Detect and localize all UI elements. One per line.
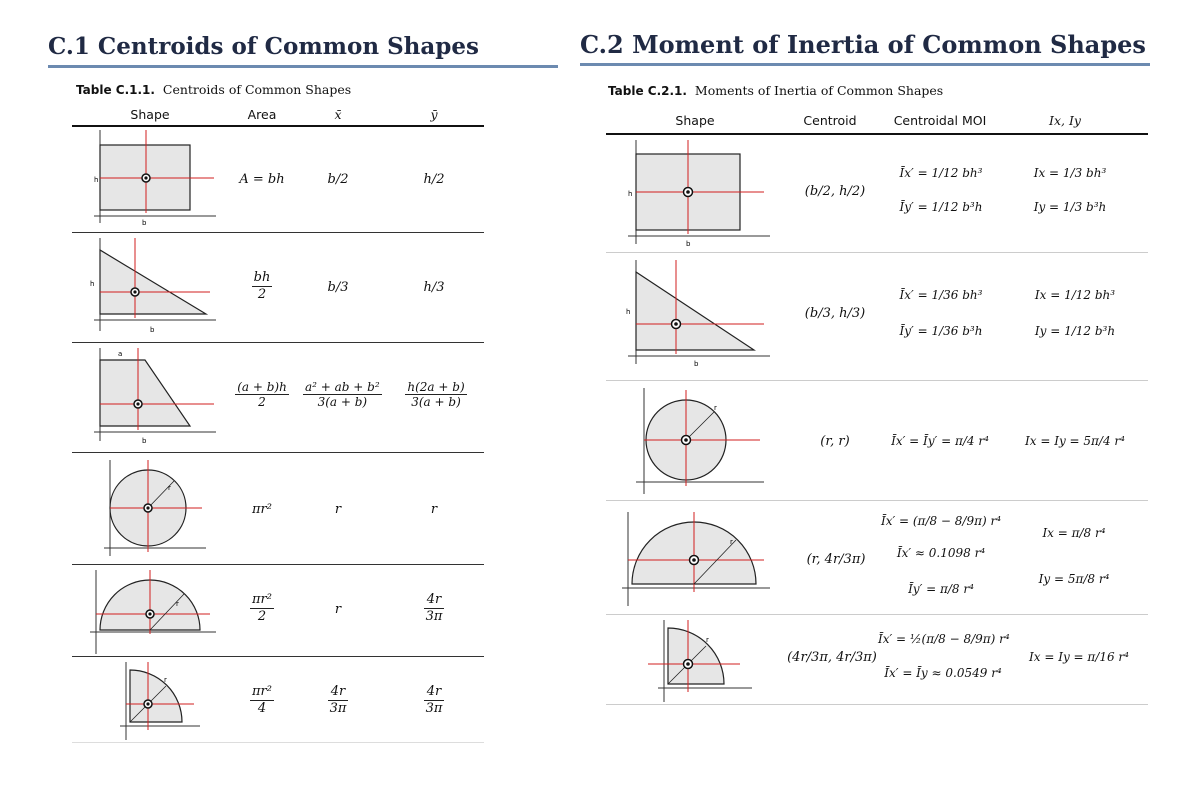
right-r5-ixy-1: Ix = Iy = π/16 r⁴ [1029,650,1129,664]
left-r3-y [396,380,476,410]
left-row-rule-3 [72,452,484,453]
right-r5-moi-1: Īx′ = ½(π/8 − 8/9π) r⁴ [878,632,1010,646]
right-table-caption [608,83,943,98]
svg-text:r: r [714,404,717,412]
left-row-rule-5 [72,656,484,657]
left-header-area: Area [247,107,277,122]
svg-text:r: r [176,600,179,608]
right-row-rule-2 [606,380,1148,381]
right-header-ixy: Ix, Iy [1049,113,1081,128]
svg-text:b: b [694,360,699,368]
right-r3-moi-1: Īx′ = Īy′ = π/4 r⁴ [891,434,989,448]
right-r1-moi-1: Īx′ = 1/12 bh³ [899,166,983,180]
left-r4-x: r [334,502,342,517]
left-table-caption [76,82,351,97]
left-r5-area-den: 2 [257,608,267,624]
svg-text:r: r [706,636,709,644]
left-r5-area-num: πr² [252,592,272,607]
left-shape-trapezoid [80,346,220,446]
left-shape-circle [80,458,220,558]
left-bottom-rule [72,742,484,743]
left-r4-y: r [430,502,438,517]
svg-text:h: h [626,308,631,316]
right-r2-ixy-1: Ix = 1/12 bh³ [1034,288,1116,302]
left-r2-area-den: 2 [257,286,267,302]
svg-text:h: h [628,190,633,198]
svg-text:b: b [686,240,691,248]
left-shape-quarter-circle [80,660,220,742]
left-r2-area-num: bh [253,270,271,285]
right-r5-centroid: (4r/3π, 4r/3π) [787,650,877,665]
left-r1-x: b/2 [327,172,349,187]
right-r4-ixy-2: Iy = 5π/8 r⁴ [1038,572,1110,586]
left-r3-y-den: 3(a + b) [411,395,461,410]
left-r6-y-den: 3π [425,700,443,716]
right-r3-centroid: (r, r) [820,434,850,449]
svg-text:r: r [164,676,167,684]
left-r5-x: r [334,602,342,617]
right-r1-ixy-1: Ix = 1/3 bh³ [1033,166,1107,180]
svg-text:r: r [168,484,171,492]
right-r2-ixy-2: Iy = 1/12 b³h [1034,324,1116,338]
left-r6-area-den: 4 [257,700,267,716]
left-r3-area-den: 2 [258,395,266,410]
right-shape-semicircle [614,508,774,608]
right-row-rule-3 [606,500,1148,501]
right-r4-moi-3: Īy′ = π/8 r⁴ [908,582,974,596]
right-r5-moi-2: Īx′ = Īy ≈ 0.0549 r⁴ [884,666,1002,680]
left-table-caption-label: Table C.1.1. [76,83,155,97]
left-r5-y-num: 4r [424,592,445,609]
right-title-rule [580,63,1150,66]
right-header-moi: Centroidal MOI [893,113,987,128]
left-r5-y [404,592,464,624]
left-r6-x-num: 4r [328,684,349,701]
svg-text:b: b [142,437,147,445]
left-r3-x [303,380,379,410]
right-r2-moi-2: Īy′ = 1/36 b³h [899,324,983,338]
left-row-rule-1 [72,232,484,233]
right-shape-quarter-circle [614,618,774,704]
left-shape-semicircle [80,568,220,656]
right-row-rule-1 [606,252,1148,253]
right-r1-moi-2: Īy′ = 1/12 b³h [899,200,983,214]
right-header-rule [606,133,1148,135]
right-r3-ixy-1: Ix = Iy = 5π/4 r⁴ [1025,434,1125,448]
left-header-xbar: x̄ [334,107,342,122]
left-header-ybar: ȳ [430,107,438,122]
left-r2-y: h/3 [423,280,445,295]
svg-text:h: h [94,176,99,184]
right-r4-centroid: (r, 4r/3π) [806,552,866,567]
left-r1-area: A = bh [239,172,285,187]
right-section-title: C.2 Moment of Inertia of Common Shapes [580,30,1146,59]
left-shape-right-triangle [80,236,220,336]
left-section-title: C.1 Centroids of Common Shapes [48,33,479,60]
svg-text:h: h [90,280,95,288]
left-row-rule-2 [72,342,484,343]
right-r4-moi-2: Īx′ ≈ 0.1098 r⁴ [896,546,986,560]
left-r3-area [222,380,302,410]
left-table-caption-text: Centroids of Common Shapes [162,82,352,97]
left-title-rule [48,65,558,68]
left-r3-area-num: (a + b)h [237,380,287,394]
left-r6-area-num: πr² [252,684,272,699]
left-r6-x-den: 3π [329,700,347,716]
right-table-caption-label: Table C.2.1. [608,84,687,98]
left-row-rule-4 [72,564,484,565]
left-r3-y-num: h(2a + b) [407,380,465,394]
right-r1-ixy-2: Iy = 1/3 b³h [1033,200,1107,214]
svg-text:b: b [150,326,155,334]
right-r4-moi-1: Īx′ = (π/8 − 8/9π) r⁴ [880,514,1002,528]
left-r6-y-num: 4r [424,684,445,701]
left-r3-x-den: 3(a + b) [317,395,368,410]
right-header-centroid: Centroid [803,113,857,128]
right-table-caption-text: Moments of Inertia of Common Shapes [694,83,944,98]
svg-text:a: a [118,350,123,358]
left-r6-x [308,684,368,716]
right-r4-ixy-1: Ix = π/8 r⁴ [1042,526,1106,540]
right-shape-right-triangle [614,258,774,368]
svg-text:r: r [730,538,733,546]
right-r2-centroid: (b/3, h/3) [804,306,866,321]
left-header-rule [72,125,484,127]
right-r1-centroid: (b/2, h/2) [804,184,866,199]
right-header-shape: Shape [675,113,715,128]
right-r2-moi-1: Īx′ = 1/36 bh³ [899,288,983,302]
left-r5-y-den: 3π [425,608,443,624]
left-shape-rectangle [80,128,220,228]
right-row-rule-4 [606,614,1148,615]
right-shape-rectangle [614,138,774,248]
left-r6-area [222,684,302,716]
left-r5-area [222,592,302,624]
left-r4-area: πr² [252,502,272,517]
right-bottom-rule [606,704,1148,705]
right-shape-circle [614,386,774,496]
left-r1-y: h/2 [423,172,445,187]
left-r3-x-num: a² + ab + b² [305,380,380,394]
svg-text:b: b [142,219,147,227]
left-r6-y [404,684,464,716]
left-r2-area [222,270,302,302]
left-r2-x: b/3 [327,280,349,295]
left-header-shape: Shape [130,107,170,122]
